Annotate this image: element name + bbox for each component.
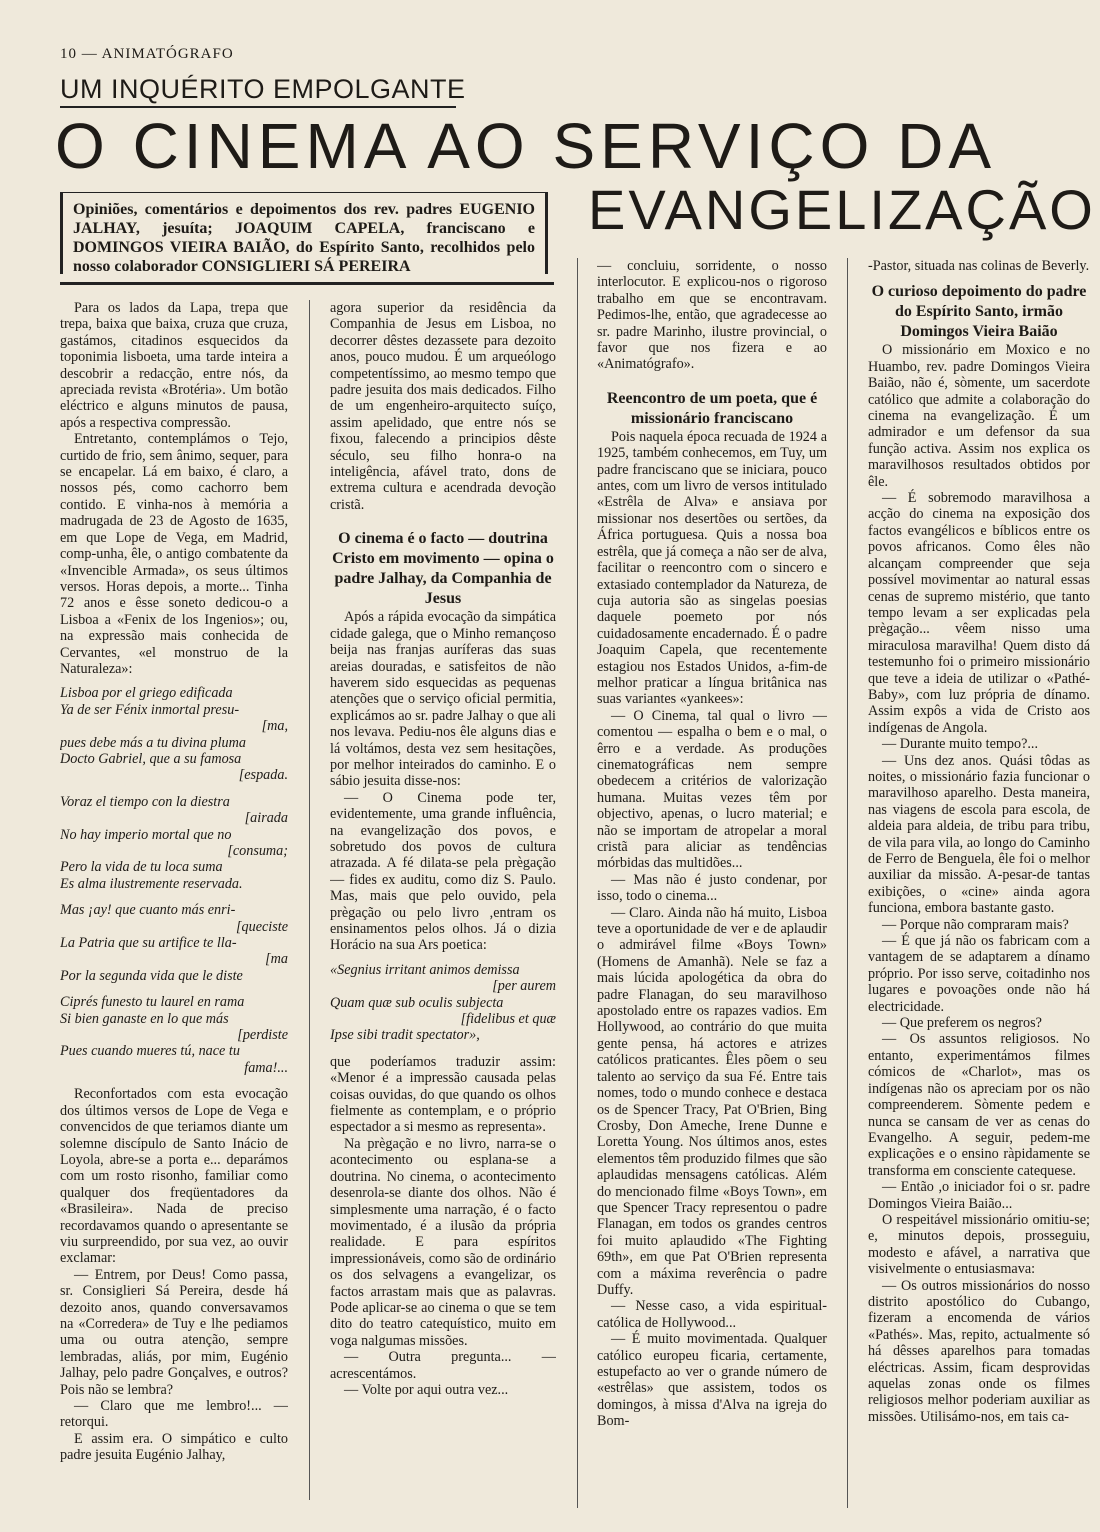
paragraph: — Que preferem os negros? [882, 1015, 1042, 1032]
page-folio: 10 — ANIMATÓGRAFO [60, 46, 234, 62]
verse-line: No hay imperio mortal que no [60, 826, 232, 843]
paragraph: E assim era. O simpático e culto padre jesuita Eugénio Jalhay, [60, 1430, 288, 1464]
verse-line: [queciste [235, 918, 288, 935]
article-column-4 [868, 258, 1090, 1510]
kicker-underline [60, 106, 456, 108]
paragraph: — Claro. Ainda não há muito, Lisboa teve a oportunidade de ver e de aplaudir o admirável filme «Boys Town» (Homens de Amanhã). Nele se faz a mais lúcida apologética da obra do padre Flanagan, do seu maravilhoso apostolado entre os rapazes vadios. Em Hollywood, ao contrário do que muita gente pensa, há actores e atrizes católicos praticantes. Êles põem o seu talento ao serviço da sua Fé. Entre tais nomes, todo o mundo conhece e destaca os de Spencer Tracy, Pat O'Brien, Bing Crosby, Don Ameche, Irene Dunne e Loretta Young. Nos últimos anos, estes elementos têm produzido filmes que são aplaudidas mensagens católicas. Além do mencionado filme «Boys Town», em que Spencer Tracy representou o padre Flanagan, em todos os grandes centros foi muito aplaudido «The Fighting 69th», em que Pat O'Brien representa com a máxima reverência o padre Duffy. [597, 904, 827, 1298]
verse-line: [ma, [261, 718, 288, 735]
column-divider [309, 300, 310, 1500]
paragraph: que poderíamos traduzir assim: «Menor é a impressão causada pelas coisas ouvidas, do que quando os olhos fielmente as contemplam, e o próprio espectador a si mesmo as representa». [330, 1053, 556, 1136]
paragraph: Após a rápida evocação da simpática cidade galega, que o Minho remançoso beija nas franjas auríferas das suas areias douradas, e satisfeitos de não haverem sido esquecidas as pequenas atenções que o serviço oficial permitia, explicámos ao sr. padre Jalhay o que ali nos levava. Pediu-nos êle alguns dias e lá voltámos, desta vez sem hesitações, por melhor inteirados do caminho. E o sábio jesuita disse-nos: [330, 609, 556, 790]
verse-line: [airada [244, 810, 288, 827]
paragraph: — Os assuntos religiosos. No entanto, experimentámos filmes cómicos de «Charlot», mas os indígenas não os apreciam por os não compreenderem. Sòmente pedem e nunca se cansam de ver as cenas do Evangelho. A seguir, pedem-me explicações e o ensino ràpidamente se transforma em consciente catequese. [868, 1031, 1090, 1179]
verse-line: Por la segunda vida que le diste [60, 967, 243, 984]
paragraph: — Volte por aqui outra vez... [344, 1381, 509, 1398]
paragraph: — Nesse caso, a vida espiritual-católica de Hollywood... [597, 1298, 827, 1331]
verse-line: pues debe más a tu divina pluma [60, 734, 246, 751]
paragraph: — Uns dez anos. Quási tôdas as noites, o missionário fazia funcionar o maravilhoso aparelho. Desta maneira, nas viagens de escola para escola, de aldeia para aldeia, de tribu para tribu, de vila para vila, ao longo do Caminho de Ferro de Benguela, êle foi o melhor auxiliar da missão. A-pesar-de tantas exibições, o «cine» ainda agora funciona, embora bastante gasto. [868, 752, 1090, 917]
verse-line: [perdiste [237, 1027, 288, 1044]
verse-line: fama!... [244, 1059, 288, 1076]
verse-line: Ipse sibi tradit spectator», [330, 1027, 480, 1044]
paragraph: — O Cinema pode ter, evidentemente, uma grande influência, na evangelização dos povos, e sobretudo dos povos de cultura atrazada. A fé dilata-se pela prègação — fides ex auditu, como diz S. Paulo. Mas, mais que pelo ouvido, pela prègação ou pelo livro ,entram os ensinamentos pelos olhos. Já o dizia Horácio na sua Ars poetica: [330, 789, 556, 954]
verse-line: [per aurem [492, 978, 556, 995]
subheading-jalhay: O cinema é o facto — doutrina Cristo em movimento — opina o padre Jalhay, da Companhia de Jesus [332, 530, 554, 608]
verse-line: [fidelibus et quæ [460, 1011, 556, 1028]
article-column-1 [60, 300, 288, 1510]
sonnet [60, 685, 288, 1076]
article-column-3 [597, 258, 827, 1510]
subheading-baiao: O curioso depoimento do padre do Espírito Santo, irmão Domingos Vieira Baião [871, 283, 1087, 341]
paragraph: — concluiu, sorridente, o nosso interlocutor. E explicou-nos o rigoroso trabalho em que se encontravam. Pedimos-lhe, então, que agradecesse ao sr. padre Marinho, ilustre provincial, o favor que nos fizera e ao «Animatógrafo». [597, 258, 827, 373]
paragraph: — Porque não compraram mais? [882, 916, 1069, 933]
paragraph: O missionário em Moxico e no Huambo, rev. padre Domingos Vieira Baião, não é, sòmente, um sacerdote católico que admite a colaboração do cinema na evangelização. É um admirador e um defensor da sua função activa. Assim nos explica os maravilhosos resultados obtidos por êle. [868, 342, 1090, 490]
paragraph: O respeitável missionário omitiu-se; e, minutos depois, prosseguiu, modesto e afável, a narrativa que visivelmente o entusiasmava: [868, 1211, 1090, 1278]
article-column-2 [330, 300, 556, 1510]
verse-line: Quam quæ sub oculis subjecta [330, 994, 504, 1011]
intro-box: Opiniões, comentários e depoimentos dos rev. padres EUGENIO JALHAY, jesuíta; JOAQUIM CAPELA, franciscano e DOMINGOS VIEIRA BAIÃO, do Espírito Santo, recolhidos pelo nosso colaborador CONSIGLIERI SÁ PEREIRA [60, 192, 548, 274]
column-divider [577, 258, 578, 1508]
paragraph: — Entrem, por Deus! Como passa, sr. Consiglieri Sá Pereira, desde há dezoito anos, quando conversavamos na «Corredera» de Tuy e lhe pediamos uma ou outra atenção, sempre lembradas, aliás, por mim, Eugénio Jalhay, pelo padre Gonçalves, e outros? Pois não se lembra? [60, 1266, 288, 1398]
verse-line: «Segnius irritant animos demissa [330, 961, 520, 978]
verse-line: Pues cuando mueres tú, nace tu [60, 1043, 240, 1060]
paragraph: — É sobremodo maravilhosa a acção do cinema na exposição dos factos evangélicos e bíblicos entre os povos africanos. Como êles não alcançam compreender que seja possível movimentar ao natural essas cenas de supremo mistério, que tanto tempo levam a ser explicadas pela prègação... vêem nisso uma miraculosa maravilha! Quem disto dá testemunho foi o primeiro missionário que teve a ideia de utilizar o «Pathé-Baby», com luz própria de dínamo. Assim expôs a vida de Cristo aos indígenas de Angola. [868, 490, 1090, 736]
paragraph: — Durante muito tempo?... [882, 736, 1039, 753]
paragraph: — Os outros missionários do nosso distrito apostólico do Cubango, fizeram a encomenda de vários «Pathés». Mas, repito, actualmente só há dêsses aparelhos para tomadas eléctricas. Assim, ficam desprovidas aquelas zonas onde os filmes religiosos melhor poderiam auxiliar as missões. Utilisámo-nos, em tais ca- [868, 1277, 1090, 1425]
paragraph: — Mas não é justo condenar, por isso, todo o cinema... [597, 871, 827, 905]
paragraph: Entretanto, contemplámos o Tejo, curtido de frio, sem ânimo, sequer, para se encapelar. Lá em baixo, é claro, a nossos pés, como cachorro bem contido. E vinha-nos à memória a madrugada de 23 de Agosto de 1635, em que Lope de Vega, em Madrid, comp-unha, êle, o antigo combatente da «Invencible Armada», os seus últimos versos. Horas depois, a morte... Tinha 72 anos e êsse soneto dedicou-o a Lisboa a «Fenix de los Ingenios»; ou, na expressão mais conhecida de Cervantes, «el monstruo de la Naturaleza»: [60, 431, 288, 677]
verse-line: [ma [265, 951, 288, 968]
paragraph: -Pastor, situada nas colinas de Beverly. [868, 258, 1090, 274]
paragraph: Na prègação e no livro, narra-se o acontecimento ou esplana-se a doutrina. No cinema, o acontecimento desenrola-se diante dos olhos. Não é simplesmente uma narração, é o facto movimentado, é a ilusão da própria realidade. E para espíritos impressionáveis, como são de ordinário os dos selvagens a evangelizar, os factos arrastam mais que as palavras. Pode aplicar-se ao cinema o que se tem dito do teatro catequístico, muito em voga nalgumas missões. [330, 1135, 556, 1349]
verse-line: Ya de ser Fénix inmortal presu- [60, 701, 240, 718]
intro-rule [60, 282, 554, 285]
subheading-capela: Reencontro de um poeta, que é missionário franciscano [606, 389, 818, 427]
paragraph: agora superior da residência da Companhia de Jesus em Lisboa, no decorrer dêstes dezassete para dezoito anos, pouco mudou. É um arqueólogo competentíssimo, ao mesmo tempo que padre jesuita dos mais dedicados. Filho de um engenheiro-arquitecto suíço, assim apelidado, que entre nós se fixou, falecendo a principios dêste século, seu filho honra-o na inteligência, afável trato, dons de extrema cultura e acendrada devoção cristã. [330, 300, 556, 513]
headline-line-2: EVANGELIZAÇÃO [588, 178, 1096, 241]
paragraph: — Outra pregunta... — acrescentámos. [330, 1349, 556, 1382]
paragraph: — É que já não os fabricam com a vantagem de se adaptarem a dínamo próprio. Por isso serve, coitadinho nos lugares e povoações onde não há electricidade. [868, 933, 1090, 1015]
verse-line: La Patria que su artifice te lla- [60, 935, 237, 952]
verse-line: Docto Gabriel, que a su famosa [60, 750, 242, 767]
verse-line: Es alma ilustremente reservada. [60, 875, 243, 892]
verse-line: Mas ¡ay! que cuanto más enri- [60, 902, 236, 919]
verse-line: Pero la vida de tu loca suma [60, 859, 223, 876]
section-kicker: UM INQUÉRITO EMPOLGANTE [60, 74, 466, 104]
verse-line: [consuma; [227, 843, 288, 859]
verse-line: Voraz el tiempo con la diestra [60, 793, 230, 810]
paragraph: — Então ,o iniciador foi o sr. padre Domingos Vieira Baião... [868, 1179, 1090, 1212]
paragraph: Pois naquela época recuada de 1924 a 1925, também conhecemos, em Tuy, um padre franciscano que se iniciara, pouco antes, com um livro de versos intitulado «Estrêla de Alva» e ansiava por missionar nos desertões ou sertões, da África portuguesa. Quis a nossa boa estrêla, que já começa a não ser de alva, facilitar o reencontro com o sincero e extasiado contemplador da Natureza, de cuja autoria são as singelas poesias daquele poemeto por nós cuidadosamente encadernado. É o padre Joaquim Capela, que recentemente estagiou nos Estados Unidos, a-fim-de melhor praticar a língua britânica nas suas variantes «yankees»: [597, 428, 827, 708]
paragraph: Para os lados da Lapa, trepa que trepa, baixa que baixa, cruza que cruza, gastámos, citadinos esquecidos da toponimia lisboeta, uma tarde inteira a descobrir a redacção, entre nós, da apreciada revista «Brotéria». Um botão eléctrico e alguns minutos de pausa, após a respectiva compressão. [60, 300, 288, 431]
verse-line: [espada. [238, 767, 288, 784]
latin-quote [330, 962, 556, 1044]
verse-line: Ciprés funesto tu laurel en rama [60, 994, 245, 1011]
paragraph: — Claro que me lembro!... — retorqui. [60, 1398, 288, 1431]
paragraph: Reconfortados com esta evocação dos últimos versos de Lope de Vega e convencidos de que teriamos diante um solemne discípulo de Santo Inácio de Loyola, abre-se a porta e... deparámos com um rosto risonho, familiar como qualquer dos freqüentadores da «Brasileira». Nada de preciso recordavamos quando o apresentante se viu surpreendido, por sua vez, ao ouvir exclamar: [60, 1086, 288, 1267]
headline-line-1: O CINEMA AO SERVIÇO DA [55, 110, 997, 182]
column-divider [847, 258, 848, 1508]
paragraph: — É muito movimentada. Qualquer católico europeu ficaria, certamente, estupefacto ao ver o grande número de «estrêlas» que assistem, todos os domingos, à missa d'Alva na igreja do Bom- [597, 1331, 827, 1430]
verse-line: Lisboa por el griego edificada [60, 685, 233, 702]
verse-line: Si bien ganaste en lo que más [60, 1010, 229, 1027]
paragraph: — O Cinema, tal qual o livro — comentou — espalha o bem e o mal, o êrro e a verdade. As produções cinematográficas nem sempre obedecem a critérios de valorização humana. Muitas vezes têm por objectivo, apenas, o lucro material; e não se importam de atropelar a moral cristã para aliciar as tendências mórbidas das multidões... [597, 707, 827, 872]
